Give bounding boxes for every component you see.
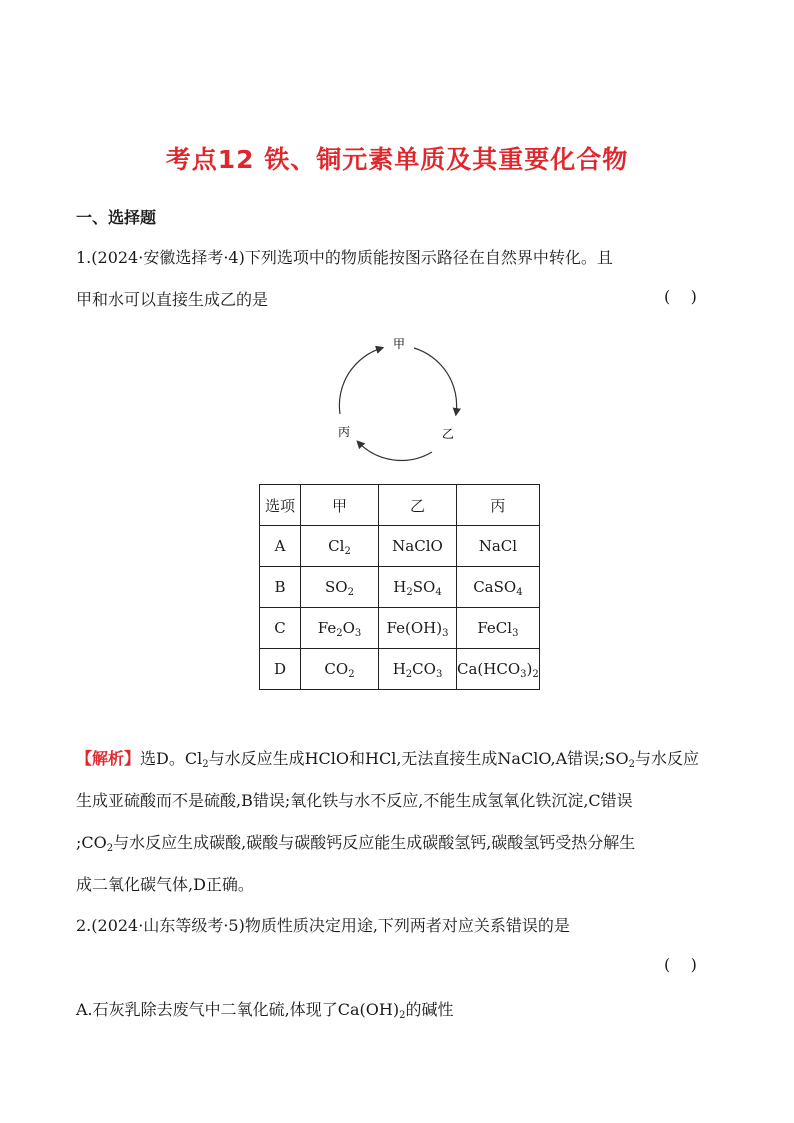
table-cell: CaSO$_4$ (457, 567, 540, 608)
q2-stem-line1: 2.(2024·山东等级考·5)物质性质决定用途,下列两者对应关系错误的是 (76, 916, 570, 935)
q2-option-a: A.石灰乳除去废气中二氧化硫,体现了$Ca(OH)_2$的碱性 (76, 1000, 454, 1021)
table-row (260, 567, 540, 608)
table-cell: NaCl (457, 526, 540, 567)
table-cell: $Cl_2$ (301, 526, 379, 567)
table-cell: $Fe(OH)_3$ (379, 608, 457, 649)
table-cell: $SO_2$ (301, 567, 379, 608)
section-heading: 一、选择题 (76, 208, 157, 227)
q1-analysis-line4: 成二氧化碳气体,D正确。 (76, 875, 254, 894)
table-cell: $H_2CO_3$ (379, 649, 457, 690)
table-header-cell: 选项 (260, 485, 301, 526)
options-table (259, 484, 540, 690)
table-row (260, 608, 540, 649)
q1-analysis-line3: $;CO_2$与水反应生成碳酸,碳酸与碳酸钙反应能生成碳酸氢钙,碳酸氢钙受热分解生 (76, 833, 636, 854)
table-row (260, 649, 540, 690)
table-cell: A (260, 526, 301, 567)
analysis-tag: 【解析】 (76, 749, 141, 768)
diagram-label-jia: 甲 (392, 337, 406, 351)
table-cell: B (260, 567, 301, 608)
arrow-jia-to-yi (414, 348, 457, 414)
table-header-cell: 丙 (457, 485, 540, 526)
table-cell: FeCl$_3$ (457, 608, 540, 649)
transformation-cycle-diagram (326, 330, 468, 466)
table-header-row (260, 485, 540, 526)
arrow-bing-to-jia (339, 348, 382, 414)
q1-analysis-line2: 生成亚硫酸而不是硫酸,B错误;氧化铁与水不反应,不能生成氢氧化铁沉淀,C错误 (76, 791, 633, 810)
q1-analysis-line1 (76, 746, 699, 769)
q1-answer-blank: ( ) (664, 287, 697, 306)
table-cell: $Ca(HCO_3)_2$ (457, 649, 540, 690)
q1-stem-line2: 甲和水可以直接生成乙的是 (76, 290, 269, 309)
q2-answer-blank: ( ) (664, 955, 697, 974)
table-cell: $CO_2$ (301, 649, 379, 690)
diagram-label-yi: 乙 (441, 427, 455, 441)
table-cell: $Fe_2O_3$ (301, 608, 379, 649)
table-cell: NaClO (379, 526, 457, 567)
table-header-cell: 甲 (301, 485, 379, 526)
page-title: 考点12 铁、铜元素单质及其重要化合物 (165, 145, 629, 174)
analysis-text-part: 选D。$Cl_2$与水反应生成HClO和HCl,无法直接生成NaClO,A错误$;SO_2$与水反应 (140, 749, 700, 770)
table-cell: C (260, 608, 301, 649)
table-row (260, 526, 540, 567)
table-header-cell: 乙 (379, 485, 457, 526)
table-cell: D (260, 649, 301, 690)
diagram-label-bing: 丙 (337, 425, 351, 439)
arrow-yi-to-bing (358, 442, 432, 460)
q1-stem-line1: 1.(2024·安徽选择考·4)下列选项中的物质能按图示路径在自然界中转化。且 (76, 248, 613, 267)
table-cell: $H_2SO_4$ (379, 567, 457, 608)
